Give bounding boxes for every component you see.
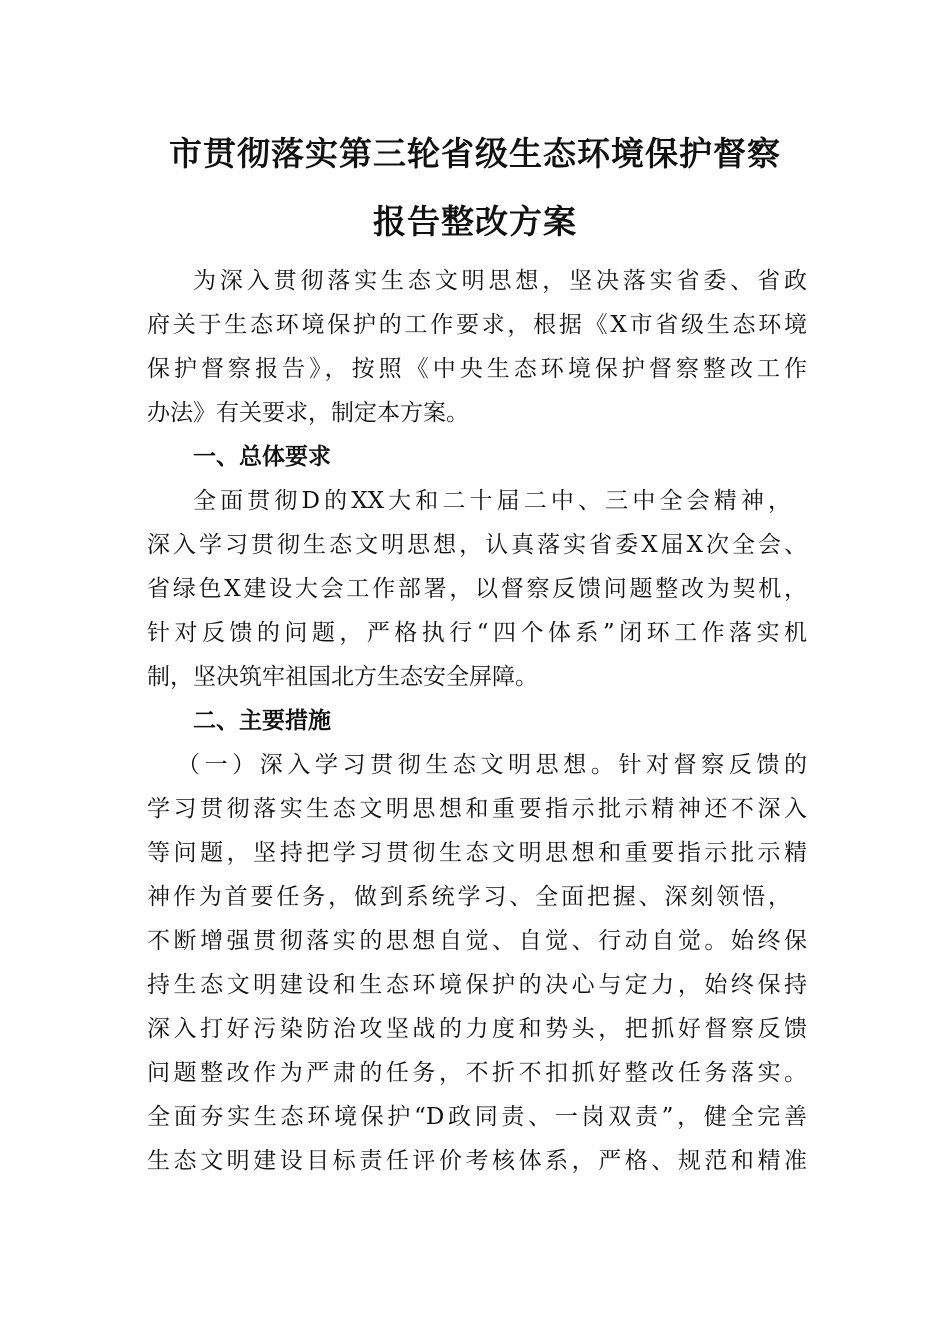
intro-line: 为深入贯彻落实生态文明思想，坚决落实省委、省政 [193,268,807,294]
section2-line: 等问题，坚持把学习贯彻生态文明思想和重要指示批示精 [147,840,807,866]
section-heading-main-measures: 二、主要措施 [193,708,331,734]
section2-line: 持生态文明建设和生态环境保护的决心与定力，始终保持 [147,972,807,998]
section2-line: 全面夯实生态环境保护“D政同责、一岗双责”，健全完善 [147,1104,807,1130]
section2-line: 问题整改作为严肃的任务，不折不扣抓好整改任务落实。 [147,1060,807,1086]
intro-line: 办法》有关要求，制定本方案。 [147,400,469,426]
intro-line: 保护督察报告》，按照《中央生态环境保护督察整改工作 [147,356,807,382]
document-title-line-2: 报告整改方案 [373,202,577,241]
section2-line: 神作为首要任务，做到系统学习、全面把握、深刻领悟， [147,884,791,910]
section1-line: 制，坚决筑牢祖国北方生态安全屏障。 [147,664,538,690]
section1-line: 省绿色X建设大会工作部署，以督察反馈问题整改为契机， [147,576,807,602]
section1-line: 深入学习贯彻生态文明思想，认真落实省委X届X次全会、 [147,532,807,558]
section2-line: 学习贯彻落实生态文明思想和重要指示批示精神还不深入 [147,796,807,822]
document-body [147,259,807,1183]
section2-line: 生态文明建设目标责任评价考核体系，严格、规范和精准 [147,1148,807,1174]
section1-line: 针对反馈的问题，严格执行“四个体系”闭环工作落实机 [147,620,807,646]
document-title-line-1: 市贯彻落实第三轮省级生态环境保护督察 [169,134,781,173]
section2-line: 深入打好污染防治攻坚战的力度和势头，把抓好督察反馈 [147,1016,807,1042]
section2-line: （一）深入学习贯彻生态文明思想。针对督察反馈的 [177,752,807,778]
section2-line: 不断增强贯彻落实的思想自觉、自觉、行动自觉。始终保 [147,928,807,954]
intro-line: 府关于生态环境保护的工作要求，根据《X市省级生态环境 [147,312,807,338]
section1-line: 全面贯彻D的XX大和二十届二中、三中全会精神， [193,488,791,514]
section-heading-overall-requirements: 一、总体要求 [193,444,331,470]
